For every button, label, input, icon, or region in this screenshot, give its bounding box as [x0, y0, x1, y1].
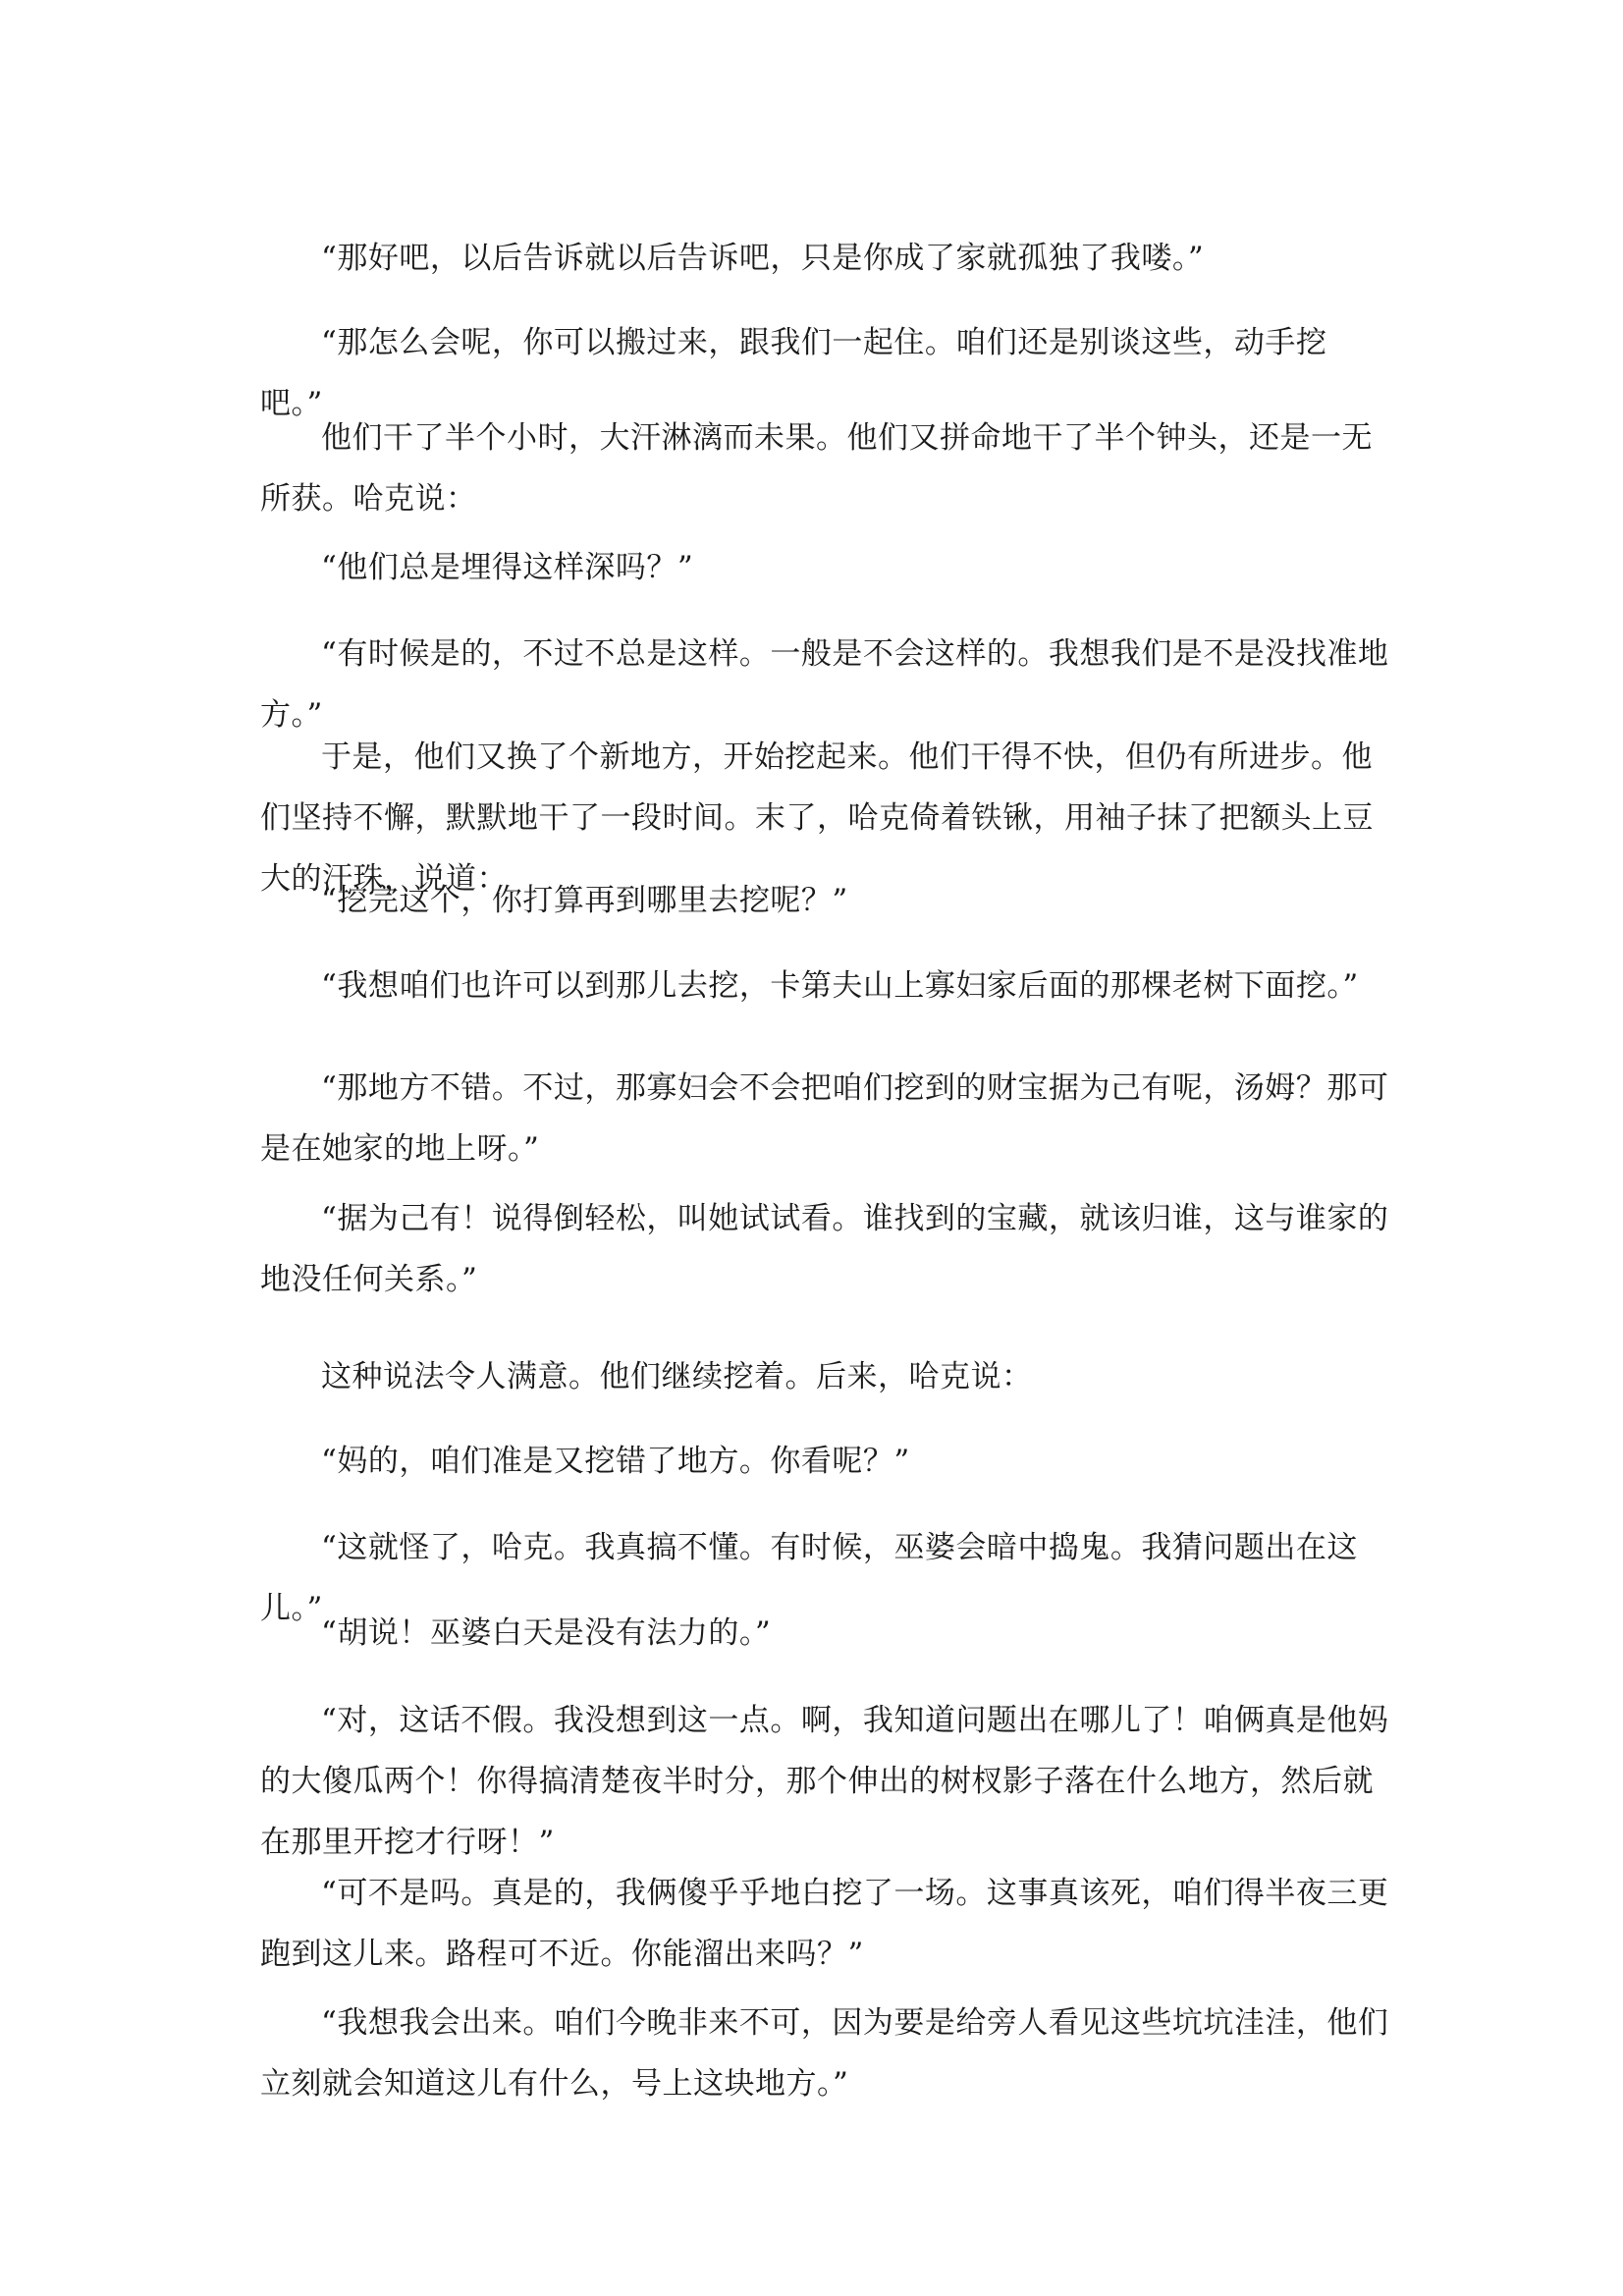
paragraph-1: “那好吧，以后告诉就以后告诉吧，只是你成了家就孤独了我喽。” [321, 241, 1205, 276]
paragraph-14: “胡说！巫婆白天是没有法力的。” [321, 1615, 772, 1651]
paragraph-6: 于是，他们又换了个新地方，开始挖起来。他们干得不快，但仍有所进步。他们坚持不懈，默默地干了一段时间。末了，哈克倚着铁锹，用袖子抹了把额头上豆大的汗珠，说道： [260, 739, 1374, 897]
paragraph-12: “妈的，咱们准是又挖错了地方。你看呢？” [321, 1444, 910, 1479]
paragraph-5: “有时候是的，不过不总是这样。一般是不会这样的。我想我们是不是没找准地方。” [260, 636, 1389, 733]
paragraph-9: “那地方不错。不过，那寡妇会不会把咱们挖到的财宝据为己有呢，汤姆？那可是在她家的地上呀。” [260, 1070, 1389, 1167]
paragraph-3: 他们干了半个小时，大汗淋漓而未果。他们又拼命地干了半个钟头，还是一无所获。哈克说： [260, 420, 1373, 517]
paragraph-7: “挖完这个，你打算再到哪里去挖呢？” [321, 883, 848, 918]
paragraph-13: “这就怪了，哈克。我真搞不懂。有时候，巫婆会暗中捣鬼。我猜问题出在这儿。” [260, 1530, 1358, 1626]
paragraph-16: “可不是吗。真是的，我俩傻乎乎地白挖了一场。这事真该死，咱们得半夜三更跑到这儿来。路程可不近。你能溜出来吗？” [260, 1876, 1389, 1972]
paragraph-15: “对，这话不假。我没想到这一点。啊，我知道问题出在哪儿了！咱俩真是他妈的大傻瓜两个！你得搞清楚夜半时分，那个伸出的树杈影子落在什么地方，然后就在那里开挖才行呀！” [260, 1703, 1389, 1860]
paragraph-11: 这种说法令人满意。他们继续挖着。后来，哈克说： [321, 1359, 1033, 1394]
paragraph-17: “我想我会出来。咱们今晚非来不可，因为要是给旁人看见这些坑坑洼洼，他们立刻就会知道这儿有什么，号上这块地方。” [260, 2005, 1389, 2102]
paragraph-2: “那怎么会呢，你可以搬过来，跟我们一起住。咱们还是别谈这些，动手挖吧。” [260, 325, 1327, 421]
paragraph-10: “据为己有！说得倒轻松，叫她试试看。谁找到的宝藏，就该归谁，这与谁家的地没任何关系。” [260, 1201, 1389, 1297]
paragraph-8: “我想咱们也许可以到那儿去挖，卡第夫山上寡妇家后面的那棵老树下面挖。” [321, 968, 1359, 1004]
paragraph-4: “他们总是埋得这样深吗？” [321, 550, 694, 585]
